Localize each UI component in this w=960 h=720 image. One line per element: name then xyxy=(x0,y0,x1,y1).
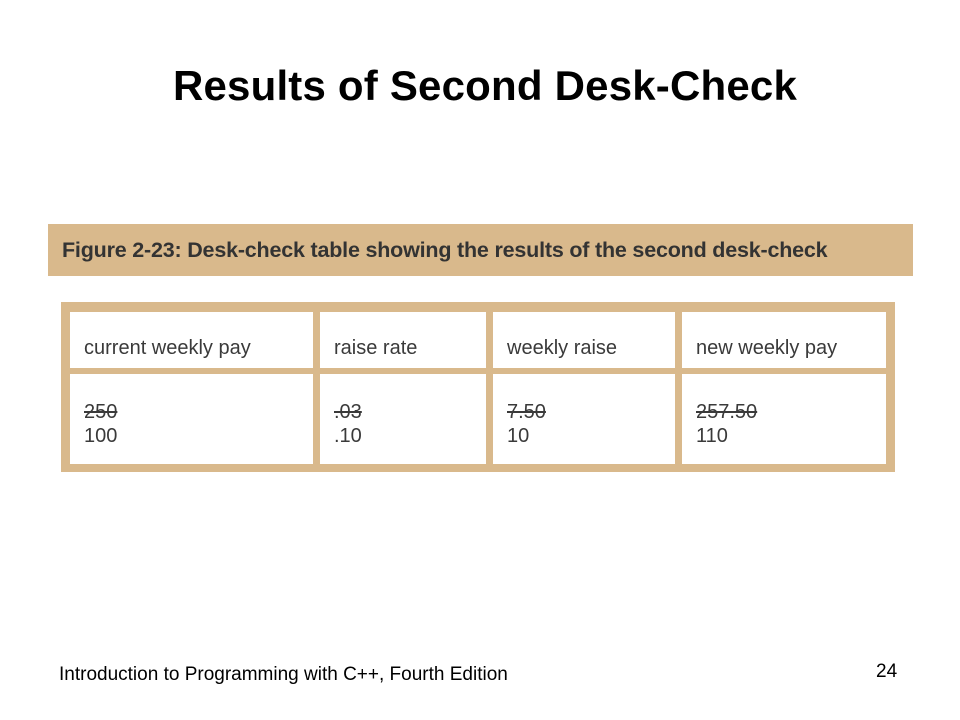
crossed-out-value: 7.50 xyxy=(507,401,546,423)
current-value: 10 xyxy=(507,425,530,447)
footer-book-title: Introduction to Programming with C++, Fourth Edition xyxy=(59,664,508,685)
crossed-out-value: 257.50 xyxy=(696,401,758,423)
current-value: .10 xyxy=(334,425,362,447)
current-value: 110 xyxy=(696,425,728,447)
figure-caption: Figure 2-23: Desk-check table showing the results of the second desk-check xyxy=(62,237,828,262)
cell-raise-rate xyxy=(320,374,486,464)
header-new-weekly-pay: new weekly pay xyxy=(682,312,886,368)
slide-number: 24 xyxy=(876,661,898,682)
cell-current-weekly-pay xyxy=(70,374,313,464)
crossed-out-value: 250 xyxy=(84,401,118,423)
slide-title: Results of Second Desk-Check xyxy=(172,62,798,109)
header-raise-rate: raise rate xyxy=(320,312,486,368)
desk-check-table xyxy=(61,302,895,472)
crossed-out-value: .03 xyxy=(334,401,362,423)
cell-weekly-raise xyxy=(493,374,675,464)
current-value: 100 xyxy=(84,425,118,447)
header-current-weekly-pay: current weekly pay xyxy=(70,312,313,368)
header-weekly-raise: weekly raise xyxy=(493,312,675,368)
cell-new-weekly-pay xyxy=(682,374,886,464)
figure-caption-band xyxy=(48,224,913,276)
